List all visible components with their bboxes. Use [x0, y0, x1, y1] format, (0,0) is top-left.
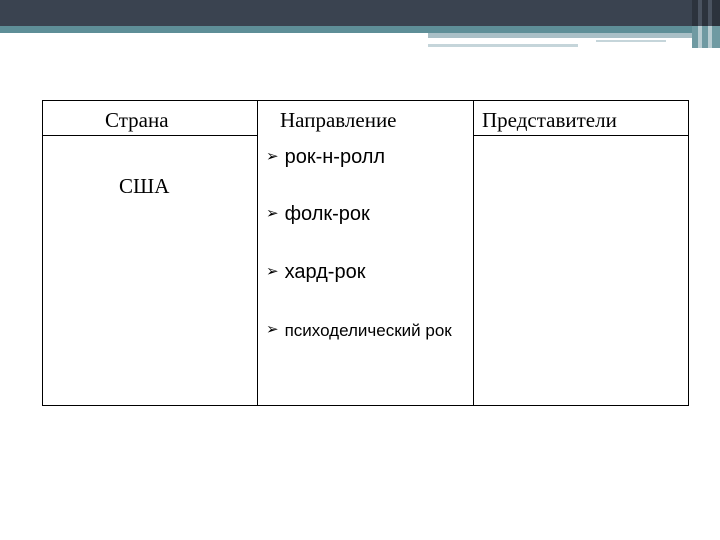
header-corner-stripes-teal — [692, 26, 720, 48]
direction-label: рок-н-ролл — [284, 146, 386, 168]
header-accent-line-3 — [596, 40, 666, 42]
arrow-bullet-icon: ➢ — [266, 204, 279, 222]
arrow-bullet-icon: ➢ — [266, 320, 279, 338]
genre-table — [42, 100, 689, 406]
direction-label: фолк-рок — [284, 203, 370, 225]
header-row-divider — [43, 135, 257, 136]
list-item — [266, 204, 370, 224]
direction-label: психоделический рок — [284, 321, 452, 340]
header-representatives: Представители — [482, 108, 617, 132]
list-item — [266, 317, 466, 343]
header-band-dark — [0, 0, 720, 26]
arrow-bullet-icon: ➢ — [266, 147, 279, 165]
header-country: Страна — [105, 108, 169, 132]
column-divider-1 — [257, 101, 258, 405]
list-item — [266, 147, 385, 167]
arrow-bullet-icon: ➢ — [266, 262, 279, 280]
column-divider-2 — [473, 101, 474, 405]
header-accent-line — [428, 33, 720, 38]
list-item — [266, 262, 365, 282]
header-accent-line-2 — [428, 44, 578, 47]
country-cell: США — [119, 174, 170, 198]
header-band-teal — [0, 26, 720, 33]
header-row-divider-right — [473, 135, 688, 136]
direction-label: хард-рок — [284, 261, 366, 283]
header-direction: Направление — [280, 108, 397, 132]
